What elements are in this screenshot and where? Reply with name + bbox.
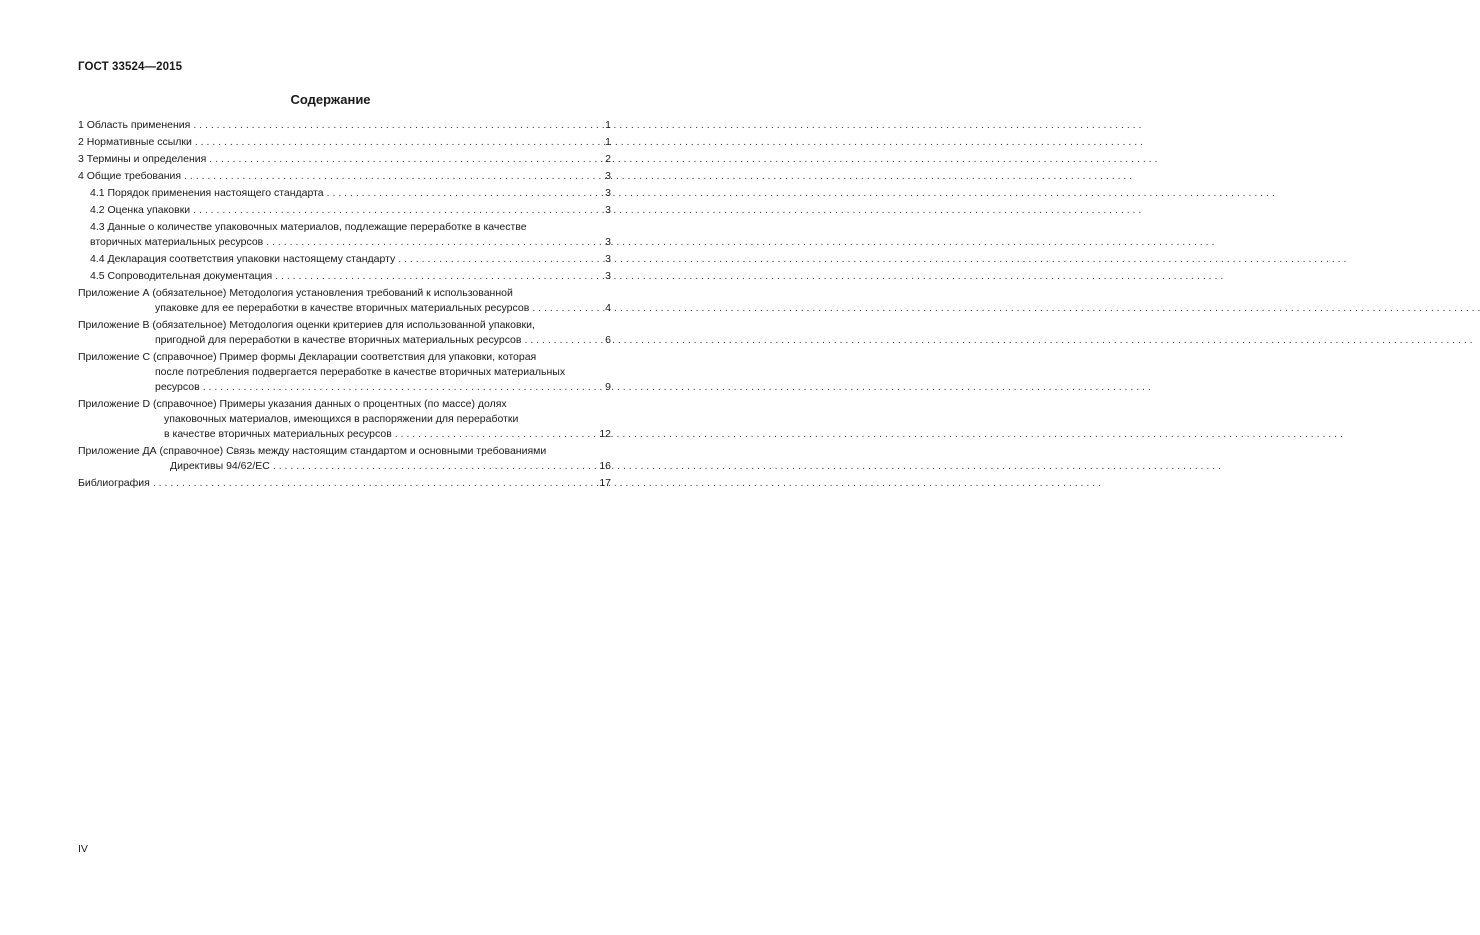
toc-entry-text: 4.3 Данные о количестве упаковочных материалов, подлежащие переработке в качестве xyxy=(90,221,527,233)
toc-page-number: 3 xyxy=(605,236,611,248)
toc-page-number: 1 xyxy=(605,136,611,148)
leader-dots xyxy=(532,301,605,316)
toc-entry-text: Приложение В (обязательное) Методология оценки критериев для использованной упаковки, xyxy=(78,319,535,331)
leader-dots xyxy=(275,269,605,284)
toc-page-number: 3 xyxy=(605,170,611,182)
toc-entry-4-4[interactable] xyxy=(78,252,611,267)
toc-entry-4-5[interactable] xyxy=(78,269,611,284)
toc-entry-text-cont: в качестве вторичных материальных ресурсов xyxy=(164,428,392,440)
toc-page-number: 1 xyxy=(605,119,611,131)
leader-dots xyxy=(266,235,605,250)
toc-entry-normative-references[interactable] xyxy=(78,135,611,150)
toc-entry-appendix-d[interactable] xyxy=(78,397,611,442)
leader-dots xyxy=(195,135,605,150)
leader-dots xyxy=(395,427,600,442)
leader-dots xyxy=(193,203,605,218)
toc-entry-text: Приложение D (справочное) Примеры указания данных о процентных (по массе) долях xyxy=(78,398,507,410)
toc-page-number: 4 xyxy=(605,302,611,314)
toc-entry-text: Библиография xyxy=(78,477,150,489)
toc-entry-appendix-da[interactable] xyxy=(78,444,611,474)
toc-entry-text-cont: после потребления подвергается переработке в качестве вторичных материальных xyxy=(155,366,566,378)
toc-entry-text: 2 Нормативные ссылки xyxy=(78,136,192,148)
toc-page-number: 6 xyxy=(605,334,611,346)
toc-entry-appendix-c[interactable] xyxy=(78,350,611,395)
table-of-contents xyxy=(78,118,611,491)
page-title: Содержание xyxy=(290,92,371,107)
toc-entry-text: 4.1 Порядок применения настоящего стандарта xyxy=(90,187,324,199)
toc-page-number: 12 xyxy=(599,428,611,440)
toc-entry-text-cont: вторичных материальных ресурсов xyxy=(90,236,264,248)
page-number: IV xyxy=(78,843,88,855)
leader-dots xyxy=(273,459,599,474)
leader-dots xyxy=(153,476,599,491)
leader-dots xyxy=(524,333,605,348)
leader-dots xyxy=(327,186,606,201)
toc-page-number: 17 xyxy=(599,477,611,489)
toc-entry-text-cont: упаковочных материалов, имеющихся в распоряжении для переработки xyxy=(164,413,519,425)
document-id: ГОСТ 33524—2015 xyxy=(78,61,183,73)
toc-page-number: 3 xyxy=(605,204,611,216)
toc-entry-text: Приложение С (справочное) Пример формы Декларации соответствия для упаковки, которая xyxy=(78,351,537,363)
leader-dots xyxy=(398,252,605,267)
toc-page-number: 9 xyxy=(605,381,611,393)
toc-entry-text-cont: Директивы 94/62/ЕС xyxy=(170,460,270,472)
toc-entry-text: 4 Общие требования xyxy=(78,170,182,182)
toc-entry-text-cont: упаковке для ее переработки в качестве вторичных материальных ресурсов xyxy=(155,302,530,314)
toc-entry-text: 4.2 Оценка упаковки xyxy=(90,204,191,216)
toc-entry-text: Приложение ДА (справочное) Связь между настоящим стандартом и основными требованиями xyxy=(78,445,547,457)
toc-entry-general-requirements[interactable] xyxy=(78,169,611,184)
leader-dots xyxy=(209,152,605,167)
toc-entry-text-cont: ресурсов xyxy=(155,381,200,393)
toc-entry-text: 1 Область применения xyxy=(78,119,191,131)
toc-page-number: 3 xyxy=(605,187,611,199)
toc-entry-text: 4.5 Сопроводительная документация xyxy=(90,270,273,282)
toc-entry-4-1[interactable] xyxy=(78,186,611,201)
toc-entry-text: Приложение А (обязательное) Методология установления требований к использованной xyxy=(78,287,513,299)
toc-entry-text: 4.4 Декларация соответствия упаковки настоящему стандарту xyxy=(90,253,396,265)
toc-entry-text: 3 Термины и определения xyxy=(78,153,207,165)
toc-page-number: 16 xyxy=(599,460,611,472)
toc-entry-scope[interactable] xyxy=(78,118,611,133)
toc-entry-appendix-a[interactable] xyxy=(78,286,611,316)
toc-entry-4-2[interactable] xyxy=(78,203,611,218)
toc-page-number: 3 xyxy=(605,270,611,282)
leader-dots xyxy=(193,118,605,133)
toc-entry-bibliography[interactable] xyxy=(78,476,611,491)
leader-dots xyxy=(203,380,605,395)
toc-page-number: 3 xyxy=(605,253,611,265)
leader-dots xyxy=(184,169,605,184)
toc-page-number: 2 xyxy=(605,153,611,165)
toc-entry-text-cont: пригодной для переработки в качестве вторичных материальных ресурсов xyxy=(155,334,522,346)
toc-entry-4-3[interactable] xyxy=(78,220,611,250)
toc-entry-appendix-b[interactable] xyxy=(78,318,611,348)
toc-entry-terms[interactable] xyxy=(78,152,611,167)
